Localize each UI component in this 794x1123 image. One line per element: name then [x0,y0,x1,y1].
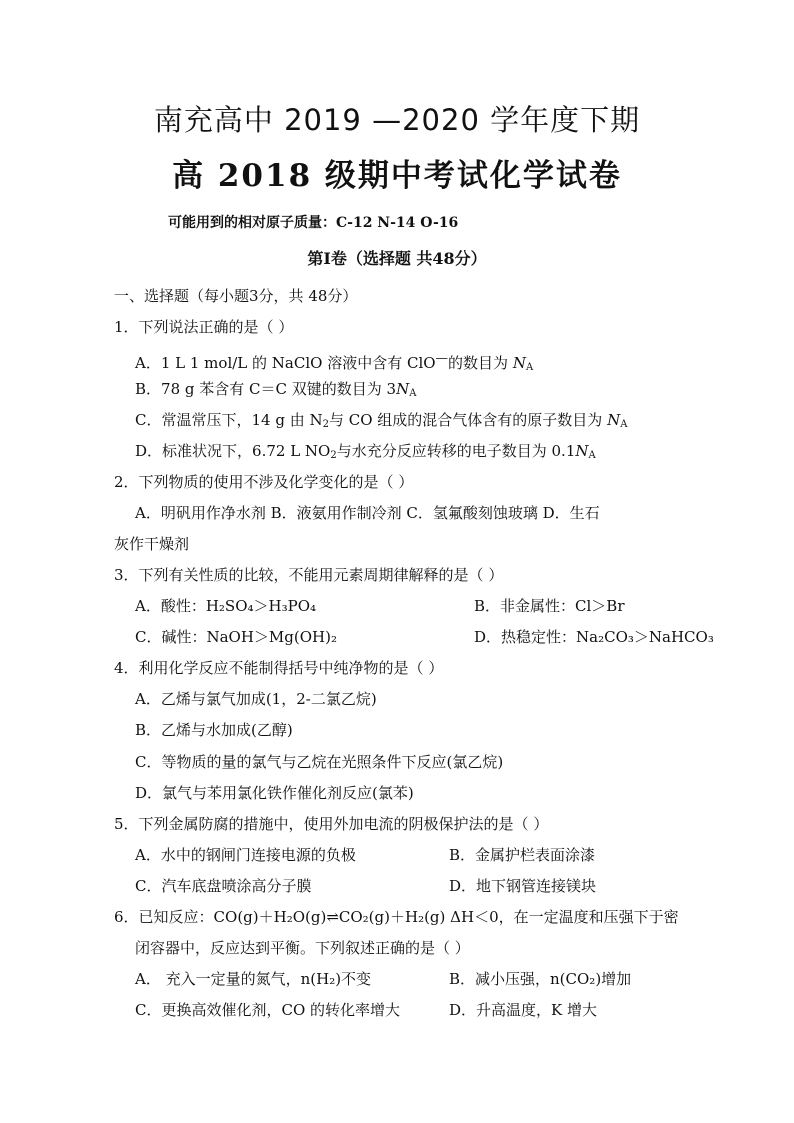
q2-options-continued: 灰作干燥剂 [114,535,190,553]
q4-option-d: D．氯气与苯用氯化铁作催化剂反应(氯苯) [135,784,414,802]
q5-option-b: B．金属护栏表面涂漆 [449,846,596,864]
q6-option-d: D．升高温度，K 增大 [449,1001,598,1019]
q1-option-b: B．78 g 苯含有 C＝C 双键的数目为 $3N_A$ [135,380,417,399]
exam-title-school: 南充高中 2019 —2020 学年度下期 [153,103,641,137]
q3-option-b: B．非金属性：Cl＞Br [474,597,625,615]
q5-stem: 5．下列金属防腐的措施中，使用外加电流的阴极保护法的是（ ） [114,815,549,833]
q4-option-a: A．乙烯与氯气加成(1，2-二氯乙烷) [135,690,377,708]
q3-stem: 3．下列有关性质的比较，不能用元素周期律解释的是（ ） [114,566,504,584]
q5-option-a: A．水中的钢闸门连接电源的负极 [135,846,356,864]
q2-stem: 2．下列物质的使用不涉及化学变化的是（ ） [114,473,414,491]
q6-stem: 6．已知反应：CO(g)＋H₂O(g)⇌CO₂(g)＋H₂(g) ΔH＜0，在一定温度和压强下于密 [114,908,679,926]
q6-option-b: B．减小压强，n(CO₂)增加 [449,970,632,988]
q1-option-c: C．常温常压下，14 g 由 $N_2$与 CO 组成的混合气体含有的原子数目为 $N_A$ [135,411,628,430]
q2-options: A．明矾用作净水剂 B．液氨用作制冷剂 C．氢氟酸刻蚀玻璃 D．生石 [135,504,600,522]
q5-option-d: D．地下钢管连接镁块 [449,877,597,895]
q3-option-c: C．碱性：NaOH＞Mg(OH)₂ [135,628,337,646]
q6-option-a: A． 充入一定量的氮气，n(H₂)不变 [135,970,372,988]
q3-option-a: A．酸性：H₂SO₄＞H₃PO₄ [135,597,317,615]
section-title: 第Ⅰ卷（选择题 共48分） [307,249,487,268]
q1-option-a: A．1 L 1 mol/L 的 NaClO 溶液中含有 ClO—的数目为 $N_A$ [135,350,534,373]
q1-option-d: D．标准状况下，6.72 L $NO_2$与水充分反应转移的电子数目为 $0.1N_A$ [135,442,596,461]
part-heading: 一、选择题（每小题3分，共 48分） [114,287,358,305]
q1-stem: 1．下列说法正确的是（ ） [114,318,294,336]
q6-stem-continued: 闭容器中，反应达到平衡。下列叙述正确的是（ ） [135,939,470,957]
q6-option-c: C．更换高效催化剂，CO 的转化率增大 [135,1001,401,1019]
q4-option-b: B．乙烯与水加成(乙醇) [135,721,293,739]
q4-stem: 4．利用化学反应不能制得括号中纯净物的是（ ） [114,659,444,677]
q4-option-c: C．等物质的量的氯气与乙烷在光照条件下反应(氯乙烷) [135,753,504,771]
q3-option-d: D．热稳定性：Na₂CO₃＞NaHCO₃ [474,628,714,646]
atomic-masses-note: 可能用到的相对原子质量：C-12 N-14 O-16 [168,215,459,231]
q5-option-c: C．汽车底盘喷涂高分子膜 [135,877,312,895]
exam-title-subject: 高 2018 级期中考试化学试卷 [172,158,622,194]
